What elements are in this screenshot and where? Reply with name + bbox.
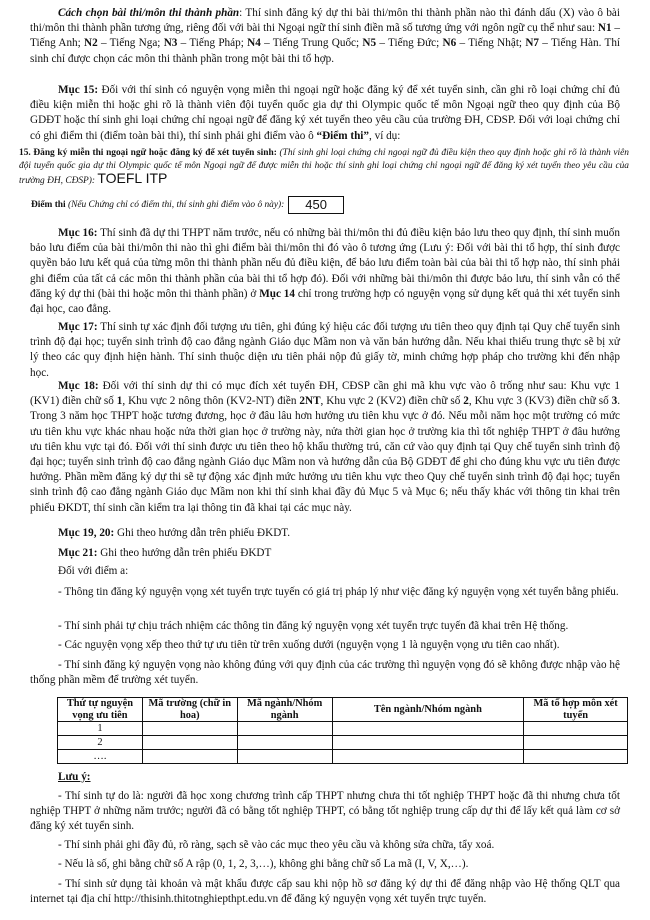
luu-y-title [30,770,620,785]
muc18-code: 1 [116,395,123,408]
table-cell [237,750,332,764]
muc16-ref: Mục 14 [259,287,295,300]
lang-name: – Tiếng Trung Quốc; [260,37,363,50]
table-cell [237,736,332,750]
example-score [31,196,621,214]
lang-code: N1 [597,22,612,35]
muc21-text: Ghi theo hướng dẫn trên phiếu ĐKDT [97,547,272,559]
lang-name: – Tiếng Nga; [97,37,164,50]
example-item-note: (Thí sinh ghi loại chứng chỉ ngoại ngữ đủ điều kiện theo quy định hoặc ghi rõ là thành viên đội tuyển quốc gia dự thi Olympic quốc tế môn Ngoại ngữ để được miễn thi hoặc thí sinh ghi loại chứng chỉ ngoại ngữ để đăng ký xét tuyển theo yêu cầu của trường ĐH, CĐSP): [19,148,629,187]
bullet-item: - Thí sinh phải tự chịu trách nhiệm các thông tin đăng ký nguyện vọng xét tuyển trực tuyến đã khai trên Hệ thống. [58,620,569,632]
bullet-item: - Thí sinh đăng ký nguyện vọng nào không đúng với quy định của các trường thì nguyện vọng đó sẽ không được nhập vào hệ thống phần mềm để trường xét tuyển. [30,659,620,687]
lang-code: N4 [247,37,261,50]
luu-y-item: - Thí sinh phải ghi đầy đủ, rõ ràng, sạch sẽ vào các mục theo yêu cầu và không sửa chữa, tẩy xoá. [58,839,495,851]
table-cell: 1 [58,722,143,736]
luu-y-title-text: Lưu ý: [58,771,91,783]
muc1920-paragraph [30,526,620,541]
bullet-item: - Thông tin đăng ký nguyện vọng xét tuyển trực tuyến có giá trị pháp lý như việc đăng ký nguyện vọng xét tuyển bằng phiếu. [58,586,619,598]
example-item-label: 15. Đăng ký miễn thi ngoại ngữ hoặc đăng ký để xét tuyển sinh: [19,148,277,158]
lang-code: N6 [442,37,457,50]
muc18-code: 3 [611,395,618,408]
muc18-text: , Khu vực 3 (KV3) điền chữ số [468,395,612,408]
muc1920-label: Mục 19, 20: [58,527,115,539]
muc1920-text: Ghi theo hướng dẫn trên phiếu ĐKDT. [114,527,291,539]
luu-y-item: - Nếu là số, ghi bằng chữ số A rập (0, 1, 2, 3,…), không ghi bằng chữ số La mã (I, V, X,…). [58,858,469,870]
table-cell [142,736,237,750]
muc21-paragraph [30,546,620,561]
table-cell [142,722,237,736]
muc18-text: , Khu vực 2 nông thôn (KV2-NT) điền [122,395,300,408]
table-cell [142,750,237,764]
muc18-paragraph [30,379,620,516]
lang-name: – Tiếng Pháp; [177,37,248,50]
table-cell [524,722,628,736]
lang-name: – Tiếng Anh; [30,22,620,50]
muc15-text: Đối với thí sinh có nguyện vọng miễn thi ngoại ngữ hoặc đăng ký để xét tuyển sinh, cần ghi rõ loại chứng chỉ đủ điều kiện miễn thi hoặc ghi rõ là thành viên đội tuyển quốc gia dự thi Olympic quốc tế môn Ngoại ngữ theo quy định của Bộ GDĐT hoặc thí sinh ghi loại chứng chỉ ngoại ngữ để đăng ký xét tuyển theo yêu cầu của trường ĐH, CĐSP. Đối với loại chứng chỉ có ghi điểm thi (điểm toàn bài thi), thí sinh phải ghi điểm vào ô [30,84,620,142]
muc21-label: Mục 21: [58,547,98,559]
muc15-label: Mục 15: [58,84,99,96]
muc18-text: . Trong 3 năm học THPT hoặc tương đương, học ở đâu lâu hơn hưởng ưu tiên khu vực ở đó. Nếu mỗi năm học một trường có mức ưu tiên khu vực khác nhau hoặc nửa thời gian học ở trường này, nửa thời gian học ở trường kia thì tốt nghiệp THPT ở đâu hưởng ưu tiên khu vực tại đó. Đối với thí sinh được ưu tiên theo hộ khẩu thường trú, căn cứ vào quy định tại Quy chế tuyển sinh trình độ đại học; tuyển sinh trình độ cao đẳng ngành Giáo dục Mầm non và hướng dẫn của Bộ GDĐT để ghi cho đúng khu vực ưu tiên được hưởng. Phần mềm đăng ký dự thi sẽ tự động xác định mức hưởng ưu tiên khu vực theo Quy chế tuyển sinh trình độ đại học; tuyển sinh trình độ cao đẳng ngành Giáo dục Mầm non khi thí sinh khai đầy đủ Mục 5 và Mục 6; nếu thấy khác với thông tin khai trên phiếu ĐKDT, thí sinh cần kiểm tra lại thông tin đã khai tại các mục này. [30,395,620,514]
muc15-tail: , ví dụ: [369,129,401,142]
lang-code: N5 [362,37,377,50]
lang-code: N7 [525,37,540,50]
table-header: Mã tổ hợp môn xét tuyển [524,698,628,722]
intro-text: : Thí sinh đăng ký dự thi bài thi/môn thi thành phần nào thì đánh dấu (X) vào ô bài thi/môn thi thành phần tương ứng, riêng đối với bài thi Ngoại ngữ thí sinh điền mã số tương ứng với ngôn ngữ cụ thể như sau: [30,7,620,35]
lang-name: – Tiếng Hàn [539,37,599,50]
table-header: Tên ngành/Nhóm ngành [332,698,524,722]
intro-title: Cách chọn bài thi/môn thi thành phần [58,7,240,19]
muc16-tail: chỉ trong trường hợp có nguyện vọng sử dụng kết quả thi xét tuyển sinh đại học, cao đẳng. [30,287,620,316]
muc16-paragraph [30,226,620,317]
table-cell [332,736,524,750]
score-box: 450 [288,196,344,214]
intro-tail: . Thí sinh chỉ được chọn các môn thi thành phần trong một bài thi tổ hợp. [30,37,621,65]
muc18-text: Đối với thí sinh dự thi có mục đích xét tuyển ĐH, CĐSP cần ghi mã khu vực vào ô trống như sau: Khu vực 1 (KV1) điền chữ số [30,380,620,408]
table-header: Thứ tự nguyện vọng ưu tiên [58,698,143,722]
table-cell [332,750,524,764]
table-cell: 2 [58,736,143,750]
table-row [58,736,628,750]
table-header: Mã ngành/Nhóm ngành [237,698,332,722]
muc18-code: 2NT [299,395,321,408]
table-header: Mã trường (chữ in hoa) [142,698,237,722]
luu-y-item: - Thí sinh sử dụng tài khoản và mật khẩu được cấp sau khi nộp hồ sơ đăng ký dự thi để đăng nhập vào Hệ thống QLT qua internet tại địa chỉ http://thisinh.thitotnghiepthpt.edu.vn để đăng ký nguyện vọng xét tuyển trực tuyến. [30,878,620,906]
doi-voi-a: Đối với điểm a: [58,565,129,577]
example-score-note: (Nếu Chứng chỉ có điểm thi, thí sinh ghi điểm vào ô này): [65,200,285,211]
lang-code: N3 [163,37,178,50]
muc15-quote: “Điểm thi” [316,129,369,142]
example-item [19,147,629,188]
muc16-text: Thí sinh đã dự thi THPT năm trước, nếu có những bài thi/môn thi đủ điều kiện bảo lưu theo quy định, thí sinh muốn bảo lưu điểm của bài thi/môn thi nào thì ghi điểm bài thi/môn thi đó vào ô tương ứng (Lưu ý: Đối với bài thi tổ hợp, thí sinh được quyền bảo lưu kết quả của từng môn thi thành phần nếu đủ điều kiện, để bảo lưu điểm toàn bài của bài thi tổ hợp nào, thí sinh phải ghi điểm của tất cả các môn thi thành phần của bài thi tổ hợp đó). Đối với những bài thi/môn thi được bảo lưu, thí sinh vẫn có thể đăng ký dự thi (bài thi hoặc môn thi thành phần) ở [30,227,620,300]
muc17-text: Thí sinh tự xác định đối tượng ưu tiên, ghi đúng ký hiệu các đối tượng ưu tiên theo quy định tại Quy chế tuyển sinh trình độ đại học; tuyển sinh trình độ cao đẳng ngành Giáo dục Mầm non và văn bản hướng dẫn. Nếu khai thiếu trung thực sẽ bị xử lý theo các quy định hiện hành. Thí sinh thuộc diện ưu tiên phải nộp đủ giấy tờ, minh chứng hợp pháp cho trường khi đến nhập học. [30,321,620,379]
table-row [58,722,628,736]
table-cell [524,750,628,764]
nguyen-vong-table [57,697,628,764]
example-certificate: TOEFL ITP [97,170,168,187]
intro-paragraph [30,6,620,67]
table-row [58,750,628,764]
muc18-label: Mục 18: [58,380,99,392]
lang-name: – Tiếng Nhật; [456,37,526,50]
table-header-row [58,698,628,722]
luu-y-item: - Thí sinh tự do là: người đã học xong chương trình cấp THPT nhưng chưa thi tốt nghiệp THPT hoặc đã thi nhưng chưa tốt nghiệp THPT ở những năm trước; người đã có bằng tốt nghiệp THPT, có bằng tốt nghiệp trung cấp dự thi để lấy kết quả làm cơ sở đăng ký xét tuyển sinh. [30,790,620,833]
muc18-text: , Khu vực 2 (KV2) điền chữ số [320,395,464,408]
muc17-label: Mục 17: [58,321,98,333]
muc15-paragraph [30,83,620,144]
table-cell [332,722,524,736]
lang-name: – Tiếng Đức; [376,37,443,50]
table-cell [524,736,628,750]
lang-code: N2 [84,37,98,50]
bullet-item: - Các nguyện vọng xếp theo thứ tự ưu tiên từ trên xuống dưới (nguyện vọng 1 là nguyện vọng ưu tiên cao nhất). [58,639,560,651]
muc16-label: Mục 16: [58,227,98,239]
table-cell: …. [58,750,143,764]
example-score-label: Điểm thi [31,200,66,211]
muc17-paragraph [30,320,620,381]
muc18-code: 2 [463,395,469,408]
table-cell [237,722,332,736]
